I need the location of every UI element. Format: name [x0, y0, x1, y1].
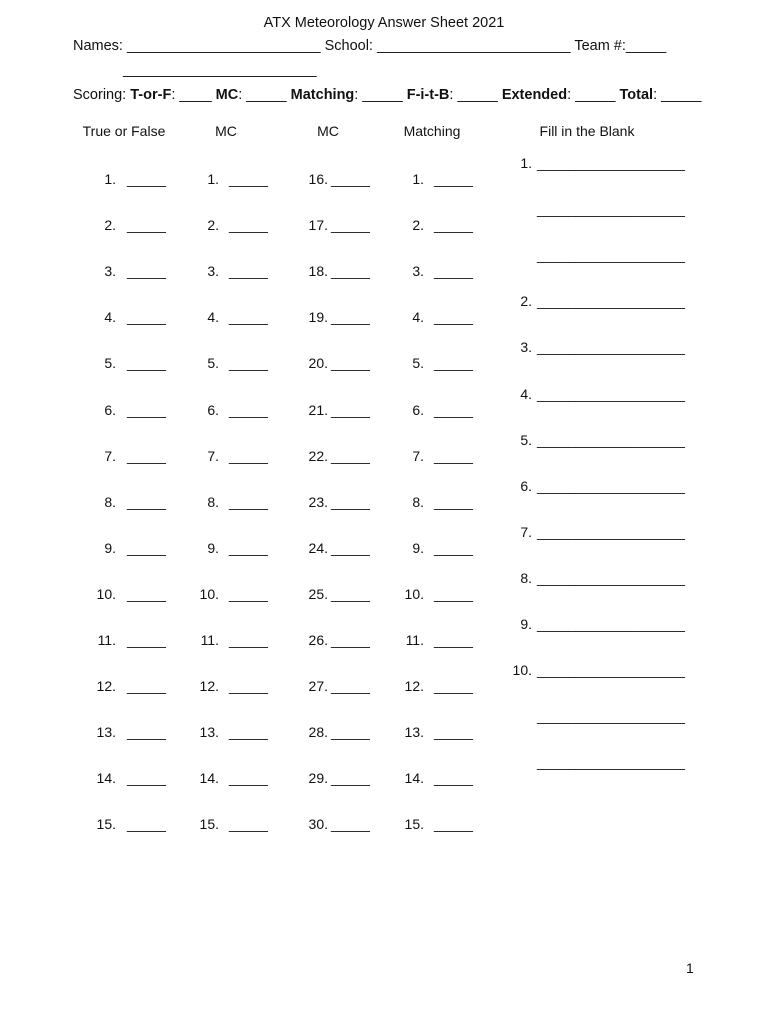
fill-in-blank-answer-blank[interactable]: ___________________	[537, 293, 685, 310]
fill-in-blank-answer-blank[interactable]: ___________________	[537, 708, 685, 725]
true-false-item-number: 14.	[96, 770, 116, 787]
matching-item-number: 12.	[404, 678, 424, 695]
fill-in-blank-answer-blank[interactable]: ___________________	[537, 247, 685, 264]
scoring-item-sep: :	[354, 87, 359, 103]
fill-in-blank-item-number: 1.	[520, 155, 532, 171]
mc-item-number: 17.	[308, 217, 328, 234]
matching-item-number: 5.	[412, 355, 424, 372]
true-false-answer-blank[interactable]: _____	[127, 493, 166, 510]
mc-answer-blank[interactable]: _____	[331, 263, 370, 280]
true-false-answer-blank[interactable]: _____	[127, 724, 166, 741]
mc-item-number: 11.	[200, 632, 219, 648]
mc-item-number: 26.	[308, 632, 328, 648]
matching-answer-blank[interactable]: _____	[434, 309, 473, 326]
matching-item-number: 15.	[404, 816, 424, 833]
column-heading-true-false: True or False	[82, 123, 166, 139]
fill-in-blank-item-number: 10.	[512, 662, 532, 679]
header-row	[73, 38, 666, 54]
true-false-item-number: 6.	[104, 401, 116, 418]
matching-answer-blank[interactable]: _____	[434, 724, 473, 741]
scoring-item-sep: :	[449, 87, 454, 103]
mc-item-number: 12.	[199, 678, 219, 695]
mc-item-number: 20.	[308, 355, 328, 372]
scoring-item-blank[interactable]: _____	[362, 87, 403, 103]
scoring-item-name: T-or-F	[130, 87, 172, 103]
fill-in-blank-answer-blank[interactable]: ___________________	[537, 477, 685, 494]
mc-answer-blank[interactable]: _____	[229, 309, 268, 326]
matching-answer-blank[interactable]: _____	[434, 171, 473, 187]
fill-in-blank-item-number: 5.	[520, 431, 532, 448]
true-false-item-number: 10.	[96, 585, 116, 602]
fill-in-blank-item-number: 2.	[520, 293, 532, 310]
mc-item-number: 10.	[199, 585, 219, 602]
mc-item-number: 4.	[207, 309, 219, 326]
mc-answer-blank[interactable]: _____	[331, 217, 370, 234]
true-false-answer-blank[interactable]: _____	[127, 309, 166, 326]
mc-answer-blank[interactable]: _____	[229, 355, 268, 372]
school-label: School:	[324, 38, 373, 54]
true-false-item-number: 13.	[96, 724, 116, 741]
true-false-answer-blank[interactable]: _____	[127, 355, 166, 372]
matching-answer-blank[interactable]: _____	[434, 585, 473, 602]
fill-in-blank-item-number: 3.	[520, 339, 532, 356]
mc-item-number: 9.	[207, 539, 219, 556]
fill-in-blank-answer-blank[interactable]: ___________________	[537, 201, 685, 218]
true-false-answer-blank[interactable]: _____	[127, 678, 166, 695]
true-false-answer-blank[interactable]: _____	[127, 217, 166, 234]
fill-in-blank-answer-blank[interactable]: ___________________	[537, 754, 685, 771]
mc-answer-blank[interactable]: _____	[229, 217, 268, 234]
mc-item-number: 27.	[308, 678, 328, 695]
true-false-answer-blank[interactable]: _____	[127, 770, 166, 787]
scoring-item-name: MC	[215, 87, 239, 103]
mc-answer-blank[interactable]: _____	[331, 309, 370, 326]
mc-answer-blank[interactable]: _____	[331, 493, 370, 510]
matching-item-number: 2.	[412, 217, 424, 234]
fill-in-blank-answer-blank[interactable]: ___________________	[537, 385, 685, 402]
column-heading-mc-1: MC	[215, 123, 237, 139]
matching-answer-blank[interactable]: _____	[434, 632, 473, 648]
true-false-answer-blank[interactable]: _____	[127, 632, 166, 648]
matching-answer-blank[interactable]: _____	[434, 401, 473, 418]
mc-answer-blank[interactable]: _____	[229, 678, 268, 695]
mc-answer-blank[interactable]: _____	[331, 171, 370, 187]
true-false-item-number: 9.	[104, 539, 116, 556]
scoring-item-sep: :	[653, 87, 658, 103]
mc-answer-blank[interactable]: _____	[229, 539, 268, 556]
mc-answer-blank[interactable]: _____	[331, 355, 370, 372]
names-field-second-line[interactable]: ________________________	[123, 62, 317, 78]
mc-item-number: 13.	[199, 724, 219, 741]
scoring-item-blank[interactable]: _____	[575, 87, 616, 103]
fill-in-blank-answer-blank[interactable]: ___________________	[537, 523, 685, 540]
true-false-item-number: 12.	[96, 678, 116, 695]
mc-answer-blank[interactable]: _____	[331, 539, 370, 556]
mc-item-number: 5.	[207, 355, 219, 372]
true-false-item-number: 2.	[104, 217, 116, 234]
mc-item-number: 16.	[308, 171, 328, 187]
fill-in-blank-answer-blank[interactable]: ___________________	[537, 569, 685, 586]
page-title: ATX Meteorology Answer Sheet 2021	[263, 15, 505, 31]
mc-item-number: 2.	[207, 217, 219, 234]
true-false-item-number: 8.	[104, 493, 116, 510]
mc-answer-blank[interactable]: _____	[331, 401, 370, 418]
matching-answer-blank[interactable]: _____	[434, 816, 473, 833]
matching-answer-blank[interactable]: _____	[434, 493, 473, 510]
mc-item-number: 1.	[207, 171, 219, 187]
mc-answer-blank[interactable]: _____	[229, 171, 268, 187]
true-false-answer-blank[interactable]: _____	[127, 263, 166, 280]
mc-answer-blank[interactable]: _____	[331, 770, 370, 787]
mc-item-number: 19.	[308, 309, 328, 326]
true-false-answer-blank[interactable]: _____	[127, 171, 166, 187]
fill-in-blank-item-number: 4.	[520, 385, 532, 402]
mc-answer-blank[interactable]: _____	[331, 678, 370, 695]
mc-item-number: 21.	[308, 401, 328, 418]
fill-in-blank-answer-blank[interactable]: ___________________	[537, 339, 685, 356]
mc-item-number: 14.	[199, 770, 219, 787]
scoring-item-blank[interactable]: _____	[246, 87, 287, 103]
mc-answer-blank[interactable]: _____	[331, 816, 370, 833]
true-false-answer-blank[interactable]: _____	[127, 401, 166, 418]
true-false-answer-blank[interactable]: _____	[127, 585, 166, 602]
school-field[interactable]: ________________________	[376, 38, 571, 54]
true-false-item-number: 11.	[97, 632, 116, 648]
matching-answer-blank[interactable]: _____	[434, 678, 473, 695]
fill-in-blank-answer-blank[interactable]: ___________________	[537, 431, 685, 448]
mc-answer-blank[interactable]: _____	[229, 724, 268, 741]
matching-answer-blank[interactable]: _____	[434, 217, 473, 234]
mc-item-number: 28.	[308, 724, 328, 741]
true-false-answer-blank[interactable]: _____	[127, 447, 166, 464]
mc-answer-blank[interactable]: _____	[229, 401, 268, 418]
true-false-answer-blank[interactable]: _____	[127, 816, 166, 833]
mc-item-number: 15.	[199, 816, 219, 833]
matching-item-number: 1.	[412, 171, 424, 187]
column-heading-matching: Matching	[403, 123, 461, 139]
true-false-item-number: 7.	[104, 447, 116, 464]
mc-item-number: 18.	[308, 263, 328, 280]
mc-item-number: 24.	[308, 539, 328, 556]
matching-item-number: 6.	[412, 401, 424, 418]
scoring-item-name: Extended	[501, 87, 568, 103]
mc-answer-blank[interactable]: _____	[331, 724, 370, 741]
matching-item-number: 4.	[412, 309, 424, 326]
scoring-item-name: Matching	[290, 87, 355, 103]
true-false-item-number: 5.	[104, 355, 116, 372]
mc-item-number: 3.	[207, 263, 219, 280]
scoring-item-sep: :	[567, 87, 572, 103]
team-label: Team #:	[574, 38, 626, 54]
fill-in-blank-item-number: 6.	[520, 477, 532, 494]
matching-answer-blank[interactable]: _____	[434, 539, 473, 556]
mc-answer-blank[interactable]: _____	[229, 816, 268, 833]
matching-item-number: 7.	[412, 447, 424, 464]
scoring-item-blank[interactable]: ____	[179, 87, 212, 103]
mc-item-number: 30.	[308, 816, 328, 833]
mc-item-number: 6.	[207, 401, 219, 418]
scoring-item-name: F-i-t-B	[406, 87, 450, 103]
matching-item-number: 11.	[405, 632, 424, 648]
mc-answer-blank[interactable]: _____	[229, 585, 268, 602]
mc-item-number: 22.	[308, 447, 328, 464]
scoring-item-name: Total	[619, 87, 654, 103]
mc-answer-blank[interactable]: _____	[331, 585, 370, 602]
mc-item-number: 29.	[308, 770, 328, 787]
mc-item-number: 8.	[207, 493, 219, 510]
mc-item-number: 23.	[308, 493, 328, 510]
fill-in-blank-item-number: 7.	[520, 523, 532, 540]
fill-in-blank-answer-blank[interactable]: ___________________	[537, 155, 685, 171]
mc-answer-blank[interactable]: _____	[229, 770, 268, 787]
scoring-item-sep: :	[171, 87, 176, 103]
matching-item-number: 14.	[404, 770, 424, 787]
matching-item-number: 3.	[412, 263, 424, 280]
mc-answer-blank[interactable]: _____	[331, 632, 370, 648]
scoring-item-sep: :	[238, 87, 243, 103]
mc-answer-blank[interactable]: _____	[229, 632, 268, 648]
mc-answer-blank[interactable]: _____	[229, 263, 268, 280]
true-false-item-number: 3.	[104, 263, 116, 280]
matching-answer-blank[interactable]: _____	[434, 355, 473, 372]
page-number: 1	[686, 960, 694, 976]
scoring-item-blank[interactable]: _____	[457, 87, 498, 103]
names-label: Names:	[73, 38, 123, 54]
true-false-item-number: 15.	[96, 816, 116, 833]
mc-answer-blank[interactable]: _____	[229, 493, 268, 510]
mc-item-number: 25.	[308, 585, 328, 602]
scoring-items	[130, 87, 701, 103]
mc-answer-blank[interactable]: _____	[331, 447, 370, 464]
mc-item-number: 7.	[207, 447, 219, 464]
matching-answer-blank[interactable]: _____	[434, 447, 473, 464]
scoring-item-blank[interactable]: _____	[661, 87, 702, 103]
names-field[interactable]: ________________________	[127, 38, 321, 54]
fill-in-blank-answer-blank[interactable]: ___________________	[537, 662, 685, 679]
true-false-item-number: 1.	[104, 171, 116, 187]
true-false-item-number: 4.	[104, 309, 116, 326]
fill-in-blank-answer-blank[interactable]: ___________________	[537, 616, 685, 632]
fill-in-blank-item-number: 8.	[520, 569, 532, 586]
true-false-answer-blank[interactable]: _____	[127, 539, 166, 556]
column-heading-mc-2: MC	[317, 123, 339, 139]
scoring-row	[73, 87, 701, 103]
matching-answer-blank[interactable]: _____	[434, 770, 473, 787]
column-heading-fill-in-the-blank: Fill in the Blank	[539, 123, 635, 139]
scoring-label: Scoring:	[73, 87, 127, 103]
matching-answer-blank[interactable]: _____	[434, 263, 473, 280]
matching-item-number: 13.	[404, 724, 424, 741]
matching-item-number: 8.	[412, 493, 424, 510]
team-field[interactable]: _____	[625, 38, 667, 54]
mc-answer-blank[interactable]: _____	[229, 447, 268, 464]
matching-item-number: 9.	[412, 539, 424, 556]
fill-in-blank-item-number: 9.	[520, 616, 532, 632]
matching-item-number: 10.	[404, 585, 424, 602]
